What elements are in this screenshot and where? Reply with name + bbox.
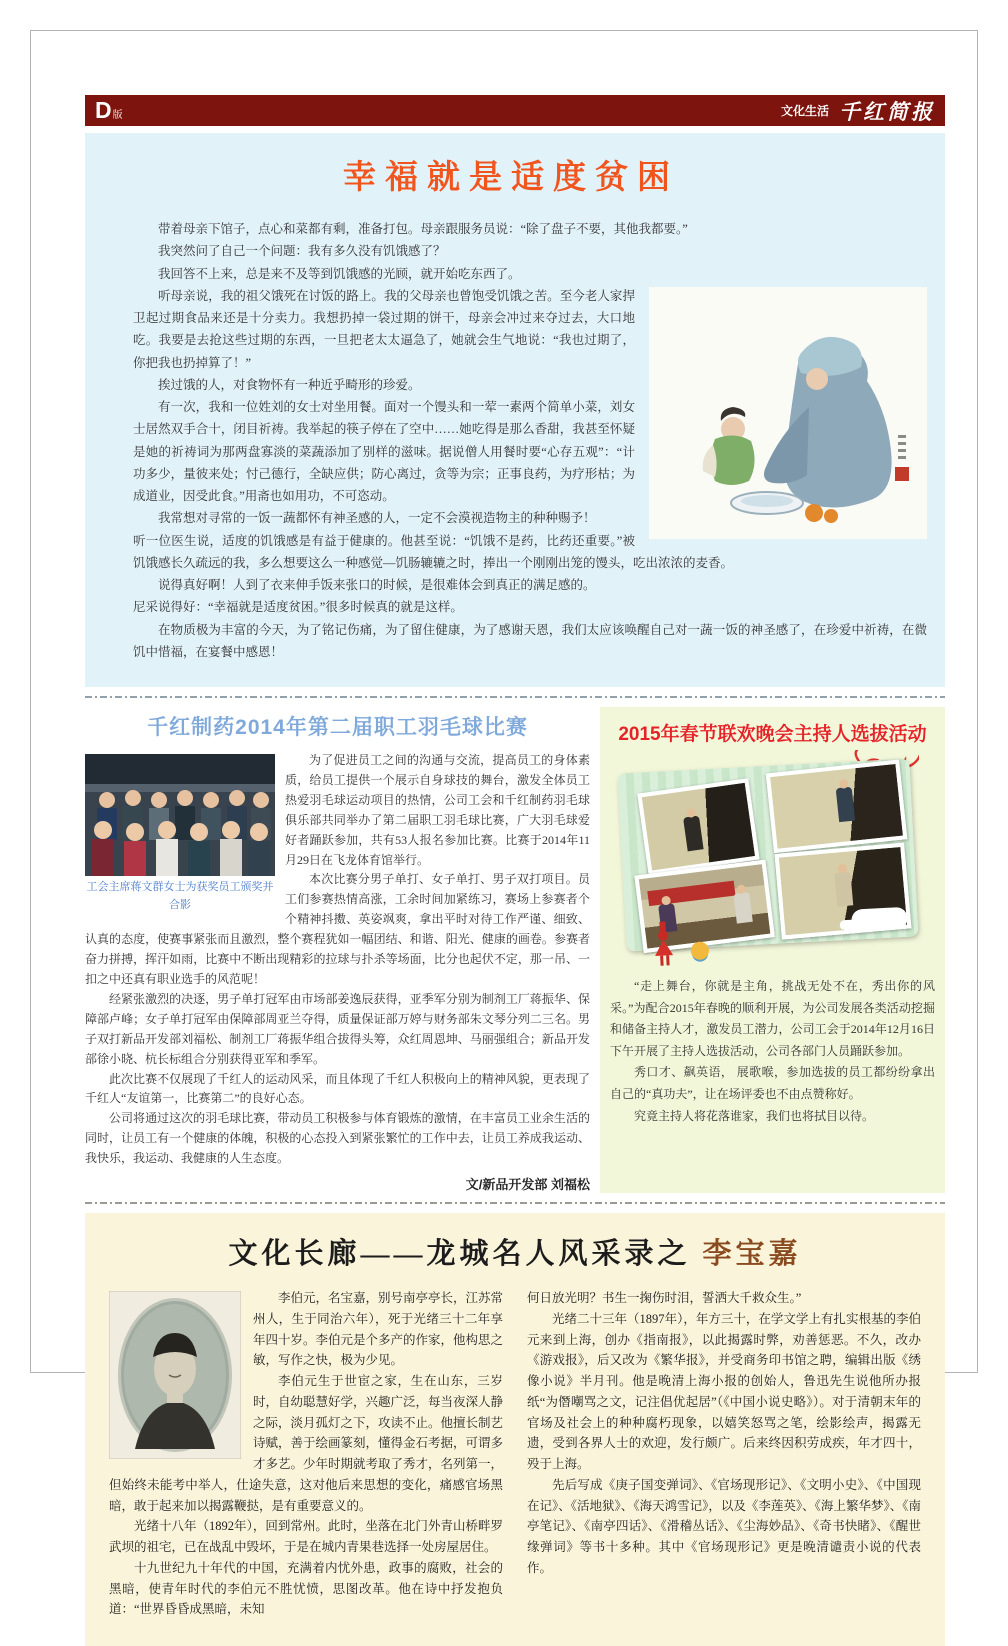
middle-section [85, 707, 945, 1193]
paragraph: 何日放光明？书生一掬伤时泪，誓洒大千救众生。” [527, 1291, 802, 1306]
paragraph: 我回答不上来，总是来不及等到饥饿感的光顾，就开始吃东西了。 [158, 266, 521, 281]
paragraph: 此次比赛不仅展现了千红人的运动风采，而且体现了千红人积极向上的精神风貌，更表现了千红人“友谊第一，比赛第二”的良好心态。 [85, 1071, 590, 1106]
article-happiness-title: 幸福就是适度贫困 [343, 158, 679, 195]
badminton-group-photo [85, 754, 275, 915]
collage-card [618, 758, 919, 951]
paragraph: 公司将通过这次的羽毛球比赛，带动员工积极参与体育锻炼的激情，在丰富员工业余生活的同时，让员工有一个健康的体魄，积极的心态投入到紧张繁忙的工作中去，让员工养成我运动、我快乐，我运动、我健康的人生态度。 [85, 1111, 590, 1166]
article-bio [85, 1213, 945, 1646]
portrait-image [109, 1291, 241, 1459]
red-seal [895, 467, 909, 481]
watercolor-illustration [649, 287, 927, 539]
paragraph: 我常想对寻常的一饭一蔬都怀有神圣感的人，一定不会漠视造物主的种种赐予！ [158, 511, 596, 526]
mother-child-painting [649, 287, 927, 539]
bio-right-column [527, 1288, 921, 1620]
paragraph: 光绪十八年（1892年），回到常州。此时，坐落在北门外青山桥畔罗武坝的祖宅，已在战乱中毁坏，于是在城内青果巷选择一处房屋居住。 [109, 1519, 503, 1555]
bio-left-column [109, 1288, 503, 1620]
paragraph: 说得真好啊！人到了衣来伸手饭来张口的时候，是很难体会到真正的满足感的。 [158, 578, 596, 592]
article-bio-title [109, 1231, 921, 1272]
article-happiness [85, 133, 945, 687]
paragraph: 听母亲说，我的祖父饿死在讨饭的路上。我的父母亲也曾饱受饥饿之苦。至今老人家捍卫起过期食品来还是十分卖力。我想扔掉一袋过期的饼干，母亲会冲过来夺过去，大口地吃。我要是去抢这些过期的东西，一旦把老太太逼急了，她就会生气地说：“我也过期了，你把我也扔掉算了！” [133, 288, 635, 370]
bio-title-name: 李宝嘉 [702, 1238, 802, 1271]
paragraph: 尼采说得好：“幸福就是适度贫困。”很多时候真的就是这样。 [133, 600, 463, 615]
article-gala [600, 707, 945, 1193]
paragraph: 李伯元，名宝嘉，别号南亭亭长，江苏常州人，生于同治六年），死于光绪三十二年享年四十岁。李伯元是个多产的作家，他构思之敏，写作之快，极为少见。 [253, 1291, 504, 1368]
girl-decoration [647, 921, 679, 969]
edition-suffix: 版 [112, 110, 123, 121]
edition-letter: D [95, 97, 112, 123]
cloud-decoration [851, 907, 908, 932]
paragraph: 挨过饿的人，对食物怀有一种近乎畸形的珍爱。 [158, 377, 421, 392]
article-happiness-body [85, 218, 937, 663]
paragraph: 十九世纪九十年代的中国，充满着内忧外患，政事的腐败，社会的黑暗，使青年时代的李伯元不胜忧愤，思图改革。他在诗中抒发抱负道：“世界昏昏成黑暗，未知 [109, 1560, 503, 1617]
li-baojia-portrait [109, 1291, 241, 1459]
article-badminton-title: 千红制药2014年第二届职工羽毛球比赛 [147, 716, 528, 739]
paragraph: 在物质极为丰富的今天，为了铭记伤痛，为了留住健康，为了感谢天恩，我们太应该唤醒自己对一蔬一饭的神圣感了，在珍爱中祈祷，在微饥中惜福，在宴餐中感恩！ [133, 622, 927, 659]
edition-label [95, 97, 123, 124]
paragraph: 本次比赛分男子单打、女子单打、男子双打项目。员工们参赛热情高涨，工余时间加紧练习，赛场上参赛者个个精神抖擞、英姿飒爽，拿出平时对待工作严谨、细致、认真的态度，使赛事紧张而且激烈，整个赛程犹如一幅团结、和谐、阳光、健康的画卷。参赛者奋力拼搏，挥汗如雨，比赛中不断出现精彩的拉球与扑杀等场面，比分也起伏不定，那一吊、一扣之中还真有职业选手的风范呢！ [85, 872, 590, 986]
paragraph: 究竟主持人将花落谁家，我们也将拭目以待。 [634, 1108, 875, 1123]
photo-caption: 工会主席蒋文群女士为获奖员工颁奖并合影 [86, 881, 274, 912]
paragraph: 经紧张激烈的决逐，男子单打冠军由市场部姜逸辰获得，亚季军分别为制剂工厂蒋振华、保障部卢峰；女子单打冠军由保障部周亚兰夺得，质量保证部万婷与财务部朱文琴分列二三名。男子双打新品开发部刘福松、制剂工厂蒋振华组合拔得头筹，众红周恩坤、马丽强组合；新品开发部徐小晓、杭长标组合分别获得亚军和季军。 [85, 991, 590, 1066]
section-label: 文化生活 [780, 104, 829, 118]
gala-photo-collage [610, 754, 935, 968]
ball-decoration [690, 941, 709, 960]
group-photo-image [85, 754, 275, 876]
masthead-title: 千红简报 [839, 99, 935, 124]
collage-photo-1 [637, 778, 759, 875]
paragraph: 光绪二十三年（1897年），年方三十，在学文学上有扎实根基的李伯元来到上海，创办《指南报》，以此揭露时弊，劝善惩恶。不久，改办《游戏报》，后又改为《繁华报》，并受商务印书馆之聘，编辑出版《绣像小说》半月刊。他是晚清上海小报的创始人，鲁迅先生说他所办报纸“为僭嘲骂之文，记注倡优起居”（《中国小说史略》）。对于清朝末年的官场及社会上的种种腐朽现象，以嬉笑怒骂之笔，绘影绘声，揭露无遗，受到各界人士的欢迎，发行颇广。后来终因积劳成疾，年才四十，殁于上海。 [527, 1311, 921, 1472]
bio-title-main: 文化长廊——龙城名人风采录之 [228, 1238, 691, 1271]
paragraph: 有一次，我和一位姓刘的女士对坐用餐。面对一个馒头和一荤一素两个简单小菜，刘女士居然双手合十，闭目祈祷。我举起的筷子停在了空中……她吃得是那么香甜，我甚至怀疑是她的祈祷词为那两盘寡淡的菜蔬添加了别样的滋味。据说僧人用餐时要“心存五观”：“计功多少，量彼来处；忖己德行，全缺应供；防心离过，贪等为宗；正事良药，为疗形枯；为成道业，因受此食。”用斋也如用功，不可恣动。 [133, 400, 635, 503]
masthead-bar [85, 95, 945, 126]
paragraph: 李伯元生于世宦之家，生在山东，三岁时，自幼聪慧好学，兴趣广泛，每当夜深人静之际，淡月孤灯之下，攻读不止。他擅长制艺诗赋，善于绘画篆刻，懂得金石考据，可谓多才多艺。少年时期就考取了秀才，名列第一，但始终未能考中举人，仕途失意，这对他后来思想的变化，痛感官场黑暗，敢于起来加以揭露鞭挞，是有重要意义的。 [109, 1374, 504, 1513]
paragraph: 听一位医生说，适度的饥饿感是有益于健康的。他甚至说：“饥饿不是药，比药还重要。”被饥饿感长久疏远的我，多么想要这么一种感觉—饥肠辘辘之时，捧出一个刚刚出笼的馒头，吃出浓浓的麦香。 [133, 533, 734, 570]
dashed-separator [85, 1202, 945, 1204]
paragraph: 先后写成《庚子国变弹词》、《官场现形记》、《文明小史》、《中国现在记》、《活地狱》、《海天鸿雪记》，以及《李莲英》、《海上繁华梦》、《南亭笔记》、《南亭四话》、《滑稽丛话》、《尘海妙品》、《奇书快睹》、《醒世缘弹词》等书十多种。其中《官场现形记》更是晚清谴责小说的代表作。 [527, 1477, 921, 1575]
paragraph: 带着母亲下馆子，点心和菜都有剩，准备打包。母亲跟服务员说：“除了盘子不要，其他我都要。” [158, 222, 688, 236]
paragraph: 为了促进员工之间的沟通与交流，提高员工的身体素质，给员工提供一个展示自身球技的舞台，激发全体员工热爱羽毛球运动项目的热情，公司工会和千红制药羽毛球俱乐部共同举办了第二届职工羽毛球比赛，广大羽毛球爱好者踊跃参加，共有53人报名参加比赛。比赛于2014年11月29日在飞龙体育馆举行。 [285, 753, 590, 867]
article-badminton [85, 707, 590, 1193]
byline: 文/新品开发部 刘福松 [465, 1177, 590, 1193]
paragraph: 我突然问了自己一个问题：我有多久没有饥饿感了？ [158, 244, 446, 259]
dashed-separator [85, 696, 945, 698]
paragraph: “走上舞台，你就是主角，挑战无处不在，秀出你的风采。”为配合2015年春晚的顺利开展，为公司发展各类活动挖掘和储备主持人才，激发员工潜力，公司工会于2014年12月16日下午开展了主持人选拔活动，公司各部门人员踊跃参加。 [610, 979, 935, 1058]
collage-photo-2 [766, 760, 908, 854]
paragraph: 秀口才、飙英语， 展歌喉，参加选拔的员工都纷纷拿出自己的“真功夫”，让在场评委也不由点赞称好。 [610, 1065, 935, 1101]
article-gala-title: 2015年春节联欢晚会主持人选拔活动 [618, 724, 927, 745]
